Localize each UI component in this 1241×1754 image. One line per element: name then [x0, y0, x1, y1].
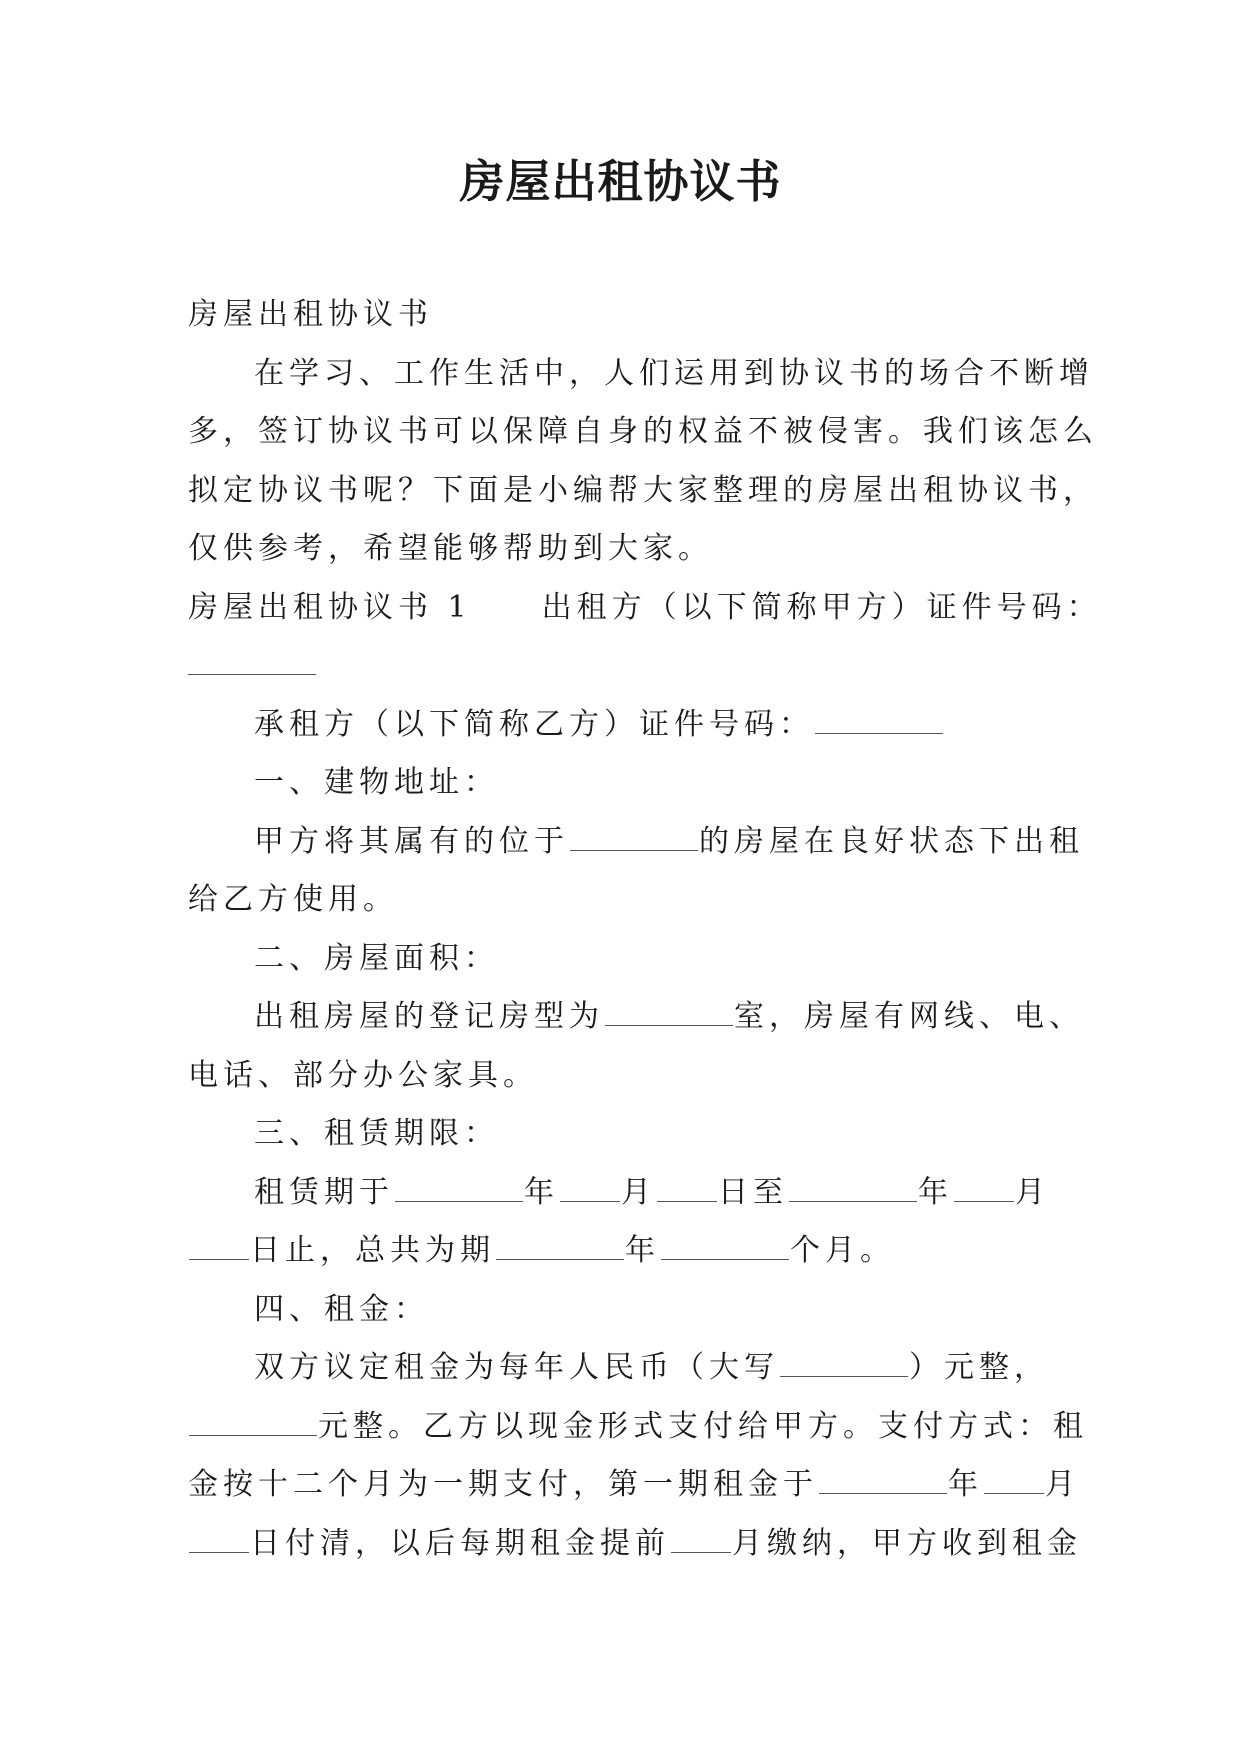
start-month-blank — [560, 1175, 620, 1202]
text-fragment: 个月。 — [790, 1233, 895, 1268]
start-day-blank — [657, 1175, 717, 1202]
text-fragment: 年 — [918, 1174, 953, 1210]
section-3-line — [188, 1164, 1068, 1223]
text-fragment: 年 — [625, 1233, 660, 1268]
doc-subtitle: 房屋出租协议书 — [188, 297, 433, 332]
document-title: 房屋出租协议书 — [459, 155, 782, 208]
text-fragment: 年 — [524, 1174, 559, 1210]
section-4-title: 四、租金： — [254, 1291, 429, 1327]
lessee-row — [188, 696, 1068, 755]
section-2-line: 电话、部分办公家具。 — [188, 1057, 538, 1093]
text-fragment: 双方议定租金为每年人民币（大写 — [254, 1350, 779, 1385]
text-fragment: 年 — [948, 1467, 983, 1502]
lessor-id-blank — [188, 648, 316, 675]
term-years-blank — [496, 1233, 624, 1260]
section-4-line — [188, 1339, 1068, 1398]
advance-months-blank — [671, 1526, 731, 1553]
first-pay-day-blank — [189, 1526, 249, 1553]
address-blank — [570, 824, 698, 851]
section-3-line — [188, 1222, 1068, 1281]
section-1-line — [188, 813, 1084, 872]
lessee-id-blank — [815, 707, 943, 734]
text-fragment: 日付清，以后每期租金提前 — [250, 1525, 670, 1561]
room-count-blank — [605, 999, 733, 1026]
section-1-line: 给乙方使用。 — [188, 882, 398, 917]
text-fragment: 日至 — [718, 1174, 788, 1210]
term-months-blank — [661, 1233, 789, 1260]
text-fragment: 出租房屋的登记房型为 — [254, 999, 604, 1034]
text-fragment: 的房屋在良好状态下出租 — [699, 823, 1084, 859]
end-day-blank — [189, 1233, 249, 1260]
text-fragment: 日止，总共为期 — [250, 1233, 495, 1268]
agreement-heading: 房屋出租协议书 1 — [188, 589, 472, 625]
lessor-label: 出租方（以下简称甲方）证件号码： — [541, 589, 1102, 625]
rent-words-blank — [780, 1350, 908, 1377]
text-fragment: 金按十二个月为一期支付，第一期租金于 — [188, 1467, 818, 1502]
section-4-line — [188, 1515, 1082, 1574]
text-fragment: 月 — [1045, 1467, 1080, 1502]
section-1-title: 一、建物地址： — [254, 765, 499, 800]
agreement-heading-row — [188, 579, 1102, 638]
intro-line: 多，签订协议书可以保障自身的权益不被侵害。我们该怎么 — [188, 414, 1098, 449]
section-2-line — [188, 988, 1084, 1047]
text-fragment: 甲方将其属有的位于 — [254, 823, 569, 859]
first-pay-month-blank — [984, 1467, 1044, 1494]
intro-line: 仅供参考，希望能够帮助到大家。 — [188, 531, 713, 566]
text-fragment: 元整。乙方以现金形式支付给甲方。支付方式：租 — [318, 1408, 1088, 1444]
text-fragment: 租赁期于 — [254, 1174, 394, 1210]
lessee-label: 承租方（以下简称乙方）证件号码： — [254, 706, 814, 742]
text-fragment: 月缴纳，甲方收到租金 — [732, 1525, 1082, 1561]
lessor-id-row — [188, 637, 1068, 696]
start-year-blank — [395, 1175, 523, 1202]
section-4-line — [188, 1456, 1080, 1515]
first-pay-year-blank — [819, 1467, 947, 1494]
section-3-title: 三、租赁期限： — [254, 1116, 499, 1151]
section-2-title: 二、房屋面积： — [254, 940, 499, 976]
rent-amount-blank — [189, 1409, 317, 1436]
end-month-blank — [954, 1175, 1014, 1202]
intro-line: 在学习、工作生活中，人们运用到协议书的场合不断增 — [254, 355, 1094, 391]
text-fragment: 月 — [621, 1174, 656, 1210]
text-fragment: 月 — [1015, 1174, 1050, 1210]
document-body — [188, 286, 1102, 1573]
end-year-blank — [789, 1175, 917, 1202]
intro-line: 拟定协议书呢？下面是小编帮大家整理的房屋出租协议书， — [188, 472, 1098, 508]
text-fragment: ）元整， — [909, 1350, 1049, 1385]
text-fragment: 室，房屋有网线、电、 — [734, 999, 1084, 1034]
section-4-line — [188, 1398, 1088, 1457]
